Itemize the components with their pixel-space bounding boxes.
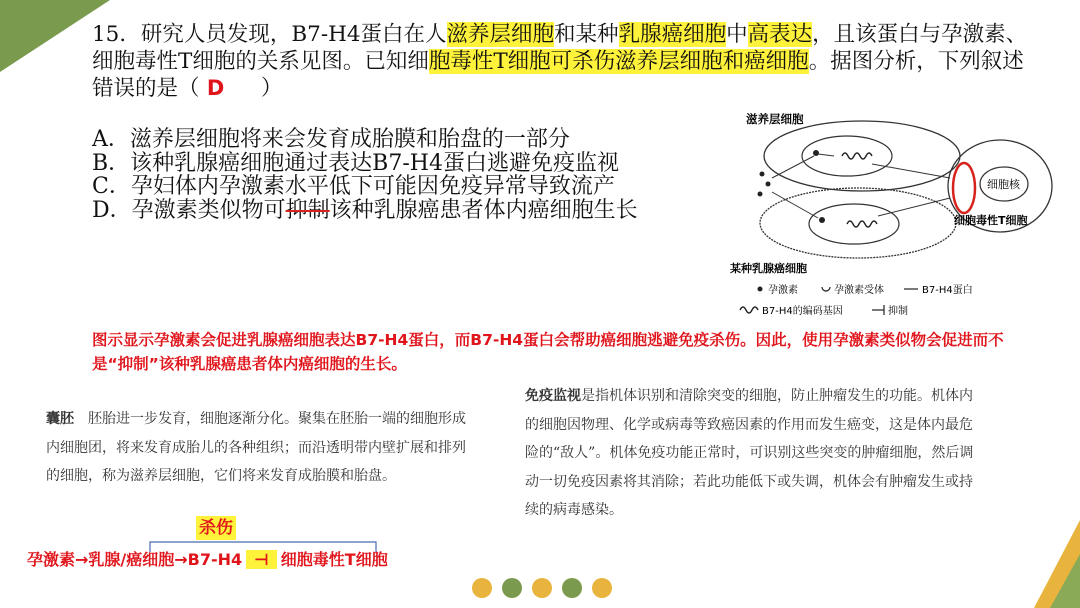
option-d: D．孕激素类似物可抑制该种乳腺癌患者体内癌细胞生长 [92, 197, 638, 223]
option-a: A．滋养层细胞将来会发育成胎膜和胎盘的一部分 [92, 127, 570, 152]
nucleus-label: 细胞核 [987, 178, 1020, 191]
corner-decoration-green [1050, 554, 1080, 608]
diagram-bottom-label: 某种乳腺癌细胞 [730, 262, 807, 275]
highlight: 乳腺癌细胞 [618, 22, 727, 47]
flow-chain-text: 孕激素→乳腺/癌细胞→B7-H4 [27, 550, 243, 569]
hormone-icon [813, 150, 819, 156]
dot-green [502, 578, 522, 598]
trophoblast-cell [764, 121, 960, 191]
struck-word: 抑制 [285, 197, 330, 223]
blastocyst-textbook-excerpt: 囊胚 胚胎进一步发育，细胞逐渐分化。聚集在胚胎一端的细胞形成内细胞团，将来发育成胎儿的各种组织；而沿透明带内壁扩展和排列的细胞，称为滋养层细胞，它们将来发育成胎膜和胎盘。 [46, 411, 466, 484]
hormone-icon [766, 182, 771, 187]
diagram-top-label: 滋养层细胞 [746, 112, 804, 126]
svg-text:抑制: 抑制 [888, 306, 908, 317]
legend-gene-icon [740, 307, 758, 313]
cancer-nucleus [809, 204, 899, 244]
hormone-icon [760, 172, 765, 177]
legend-hormone-icon [758, 287, 763, 292]
highlight-ring [953, 163, 975, 213]
option-b: B．该种乳腺癌细胞通过表达B7-H4蛋白逃避免疫监视 [92, 150, 619, 176]
dot-green [562, 578, 582, 598]
dot-orange [592, 578, 612, 598]
immune-surveillance-excerpt: 免疫监视是指机体识别和清除突变的细胞，防止肿瘤发生的功能。机体内的细胞因物理、化学或病毒等致癌因素的作用而发生癌变，这是体内最危险的“敌人”。机体免疫功能正常时，可识别这些突变的肿瘤细胞，然后调动一切免疫因素将其消除；若此功能低下或失调，机体会有肿瘤发生或持续的病毒感染。 [525, 388, 974, 518]
trophoblast-nucleus [802, 136, 892, 176]
arrow-icon [772, 156, 814, 178]
flow-target: 细胞毒性T细胞 [280, 550, 388, 569]
legend-receptor-icon [822, 287, 830, 291]
term-immune-surveillance: 免疫监视 [525, 388, 581, 404]
highlight: 胞毒性T细胞可杀伤滋养层细胞和癌细胞 [428, 49, 809, 74]
term-blastocyst: 囊胚 [46, 411, 74, 427]
arrow-icon [818, 154, 834, 156]
question-text: 15．研究人员发现，B7-H4蛋白在人滋养层细胞和某种乳腺癌细胞中高表达，且该蛋白与孕激素、细胞毒性T细胞的关系见图。已知细胞毒性T细胞可杀伤滋养层细胞和癌细胞。据图分析，下列叙述错误的是（ D ） [92, 22, 1028, 101]
svg-text:B7-H4的编码基因: B7-H4的编码基因 [762, 306, 843, 317]
cancer-cell [760, 188, 956, 258]
arrow-icon [872, 164, 950, 178]
flow-chain [27, 547, 477, 587]
options-list [92, 128, 712, 222]
inhibit-symbol: ⊣ [246, 550, 277, 569]
gene-icon [842, 153, 872, 159]
hormone-icon [819, 217, 825, 223]
svg-text:B7-H4蛋白: B7-H4蛋白 [922, 285, 973, 296]
option-c: C．孕妇体内孕激素水平低下可能因免疫异常导致流产 [92, 174, 615, 199]
explanation-note: 图示显示孕激素会促进乳腺癌细胞表达B7-H4蛋白，而B7-H4蛋白会帮助癌细胞逃避免疫杀伤。因此，使用孕激素类似物会促进而不是“抑制”该种乳腺癌患者体内癌细胞的生长。 [92, 331, 1004, 373]
answer-letter: D [206, 76, 225, 100]
svg-text:孕激素: 孕激素 [768, 285, 798, 296]
highlight: 高表达 [747, 22, 813, 47]
svg-text:孕激素受体: 孕激素受体 [834, 285, 884, 296]
hormone-icon [758, 192, 763, 197]
arrow-icon [878, 198, 950, 216]
t-cell-label: 细胞毒性T细胞 [954, 214, 1028, 227]
dot-orange [532, 578, 552, 598]
highlight: 滋养层细胞 [446, 22, 555, 47]
kill-label: 杀伤 [196, 516, 236, 540]
cell-diagram [722, 106, 1062, 322]
gene-icon [847, 221, 877, 227]
dot-orange [472, 578, 492, 598]
